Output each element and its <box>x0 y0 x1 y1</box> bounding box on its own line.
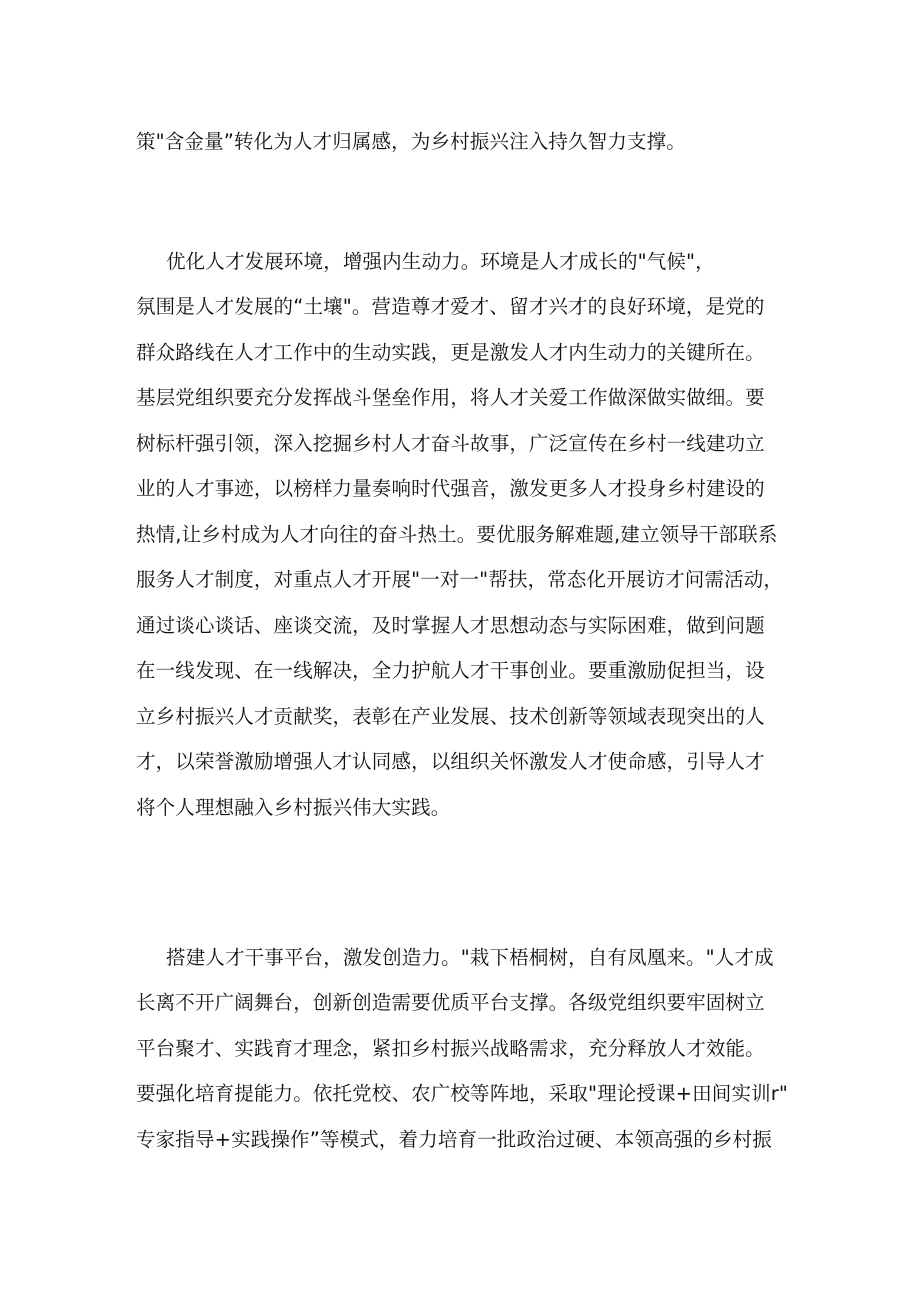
paragraph-line: 群众路线在人才工作中的生动实践，更是激发人才内生动力的关键所在。 <box>136 341 765 364</box>
paragraph-line: 将个人理想融入乡村振兴伟大实践。 <box>136 796 451 819</box>
paragraph-line: 平台聚才、实践育才理念，紧扣乡村振兴战略需求，充分释放人才效能。 <box>136 1037 765 1060</box>
paragraph-line: 通过谈心谈话、座谈交流，及时掌握人才思想动态与实际困难，做到问题 <box>136 614 765 637</box>
paragraph-line: 要强化培育提能力。依托党校、农广校等阵地，采取"理论授课+田间实训r" <box>136 1082 789 1105</box>
paragraph-line: 热情,让乡村成为人才向往的奋斗热土。要优服务解难题,建立领导干部联系 <box>136 523 778 546</box>
paragraph-line: 立乡村振兴人才贡献奖，表彰在产业发展、技术创新等领域表现突出的人 <box>136 705 765 728</box>
paragraph-line: 长离不开广阔舞台，创新创造需要优质平台支撑。各级党组织要牢固树立 <box>136 991 765 1014</box>
paragraph-line: 才，以荣誉激励增强人才认同感，以组织关怀激发人才使命感，引导人才 <box>136 750 765 773</box>
paragraph-line: 基层党组织要充分发挥战斗堡垒作用，将人才关爱工作做深做实做细。要 <box>136 386 765 409</box>
paragraph-line: 业的人才事迹，以榜样力量奏响时代强音，激发更多人才投身乡村建设的 <box>136 477 765 500</box>
paragraph-line: 服务人才制度，对重点人才开展"一对一"帮扶，常态化开展访才问需活动， <box>136 568 784 591</box>
paragraph-line: 优化人才发展环境，增强内生动力。环境是人才成长的"气候"， <box>166 250 715 273</box>
paragraph-line: 专家指导+实践操作”等模式，着力培育一批政治过硬、本领高强的乡村振 <box>136 1128 772 1151</box>
paragraph-line: 氛围是人才发展的“土壤"。营造尊才爱才、留才兴才的良好环境，是党的 <box>136 295 765 318</box>
paragraph-line: 树标杆强引领，深入挖掘乡村人才奋斗故事，广泛宣传在乡村一线建功立 <box>136 432 765 455</box>
paragraph-line: 搭建人才干事平台，激发创造力。"栽下梧桐树，自有凤凰来。"人才成 <box>166 946 774 969</box>
paragraph-line: 策"含金量”转化为人才归属感，为乡村振兴注入持久智力支撑。 <box>136 130 686 153</box>
paragraph-line: 在一线发现、在一线解决，全力护航人才干事创业。要重激励促担当，设 <box>136 659 765 682</box>
